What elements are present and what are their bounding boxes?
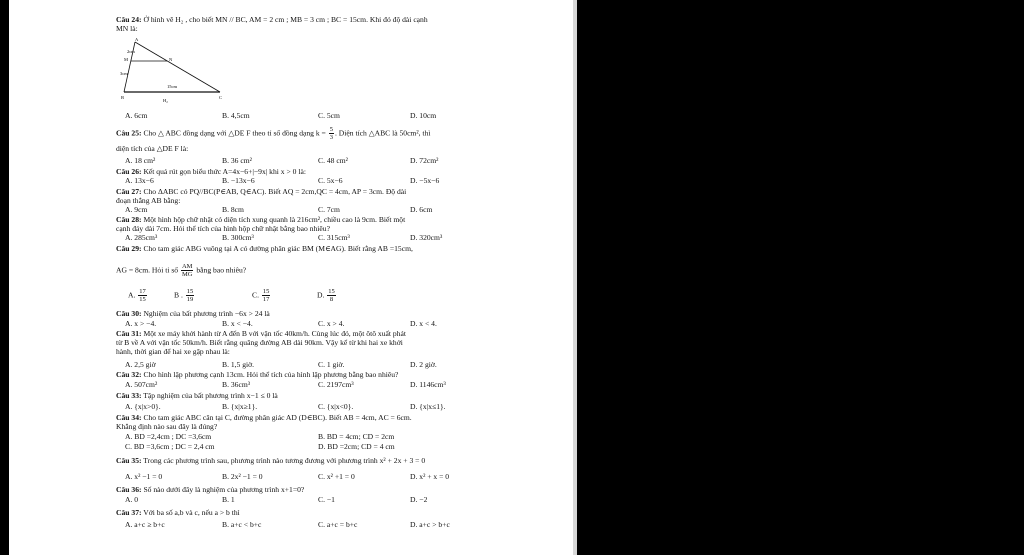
q31-option-d: D. 2 giờ. [410, 360, 437, 369]
q35-option-b: B. 2x² −1 = 0 [222, 472, 263, 481]
ratio-am-mg: $\frac{AM}{MG}$ [181, 263, 193, 278]
q25-option-a: A. 18 cm² [125, 156, 156, 165]
question-28-line2: cạnh đáy dài 7cm. Hỏi thể tích của hình hộp chữ nhật bằng bao nhiêu? [116, 224, 330, 233]
question-35: Câu 35: Trong các phương trình sau, phương trình nào tương đương với phương trình x² + 2x + 3 = 0 [116, 456, 426, 465]
q34-option-d: D. BD =2cm; CD = 4 cm [318, 442, 395, 451]
question-24-line2: MN là: [116, 24, 138, 33]
q24-option-d: D. 10cm [410, 111, 437, 120]
q36-option-c: C. −1 [318, 495, 335, 504]
q26-option-c: C. 5x−6 [318, 176, 343, 185]
q28-option-c: C. 315cm³ [318, 233, 350, 242]
q31-option-b: B. 1,5 giờ. [222, 360, 255, 369]
question-29: Câu 29: Cho tam giác ABG vuông tại A có đường phân giác BM (M∈AG). Biết rằng AB =15cm, [116, 244, 413, 253]
label-am: 2cm [127, 49, 135, 54]
q28-option-d: D. 320cm³ [410, 233, 443, 242]
q37-option-d: D. a+c > b+c [410, 520, 450, 529]
q36-option-d: D. −2 [410, 495, 428, 504]
q32-option-a: A. 507cm² [125, 380, 158, 389]
q29-option-d: D. $\frac{15}{8}$ [317, 288, 335, 303]
q31-option-c: C. 1 giờ. [318, 360, 345, 369]
question-36: Câu 36: Số nào dưới đây là nghiệm của phương trình x+1=0? [116, 485, 305, 494]
q32-option-c: C. 2197cm³ [318, 380, 354, 389]
question-33: Câu 33: Tập nghiệm của bất phương trình x−1 ≤ 0 là [116, 391, 278, 400]
label-b: B [121, 95, 125, 100]
label-n: N [169, 57, 173, 62]
label-a: A [135, 37, 139, 42]
question-27-line2: đoạn thẳng AB bằng: [116, 196, 181, 205]
q29-option-b: B . $\frac{15}{19}$ [174, 288, 194, 303]
q33-option-a: A. {x|x>0}. [125, 402, 161, 411]
q25-option-d: D. 72cm² [410, 156, 439, 165]
ratio-fraction: $\frac{5}{3}$ [329, 126, 333, 141]
question-37: Câu 37: Với ba số a,b và c, nếu a > b thì [116, 508, 240, 517]
q24-option-c: C. 5cm [318, 111, 340, 120]
question-31-line2: từ B về A với vận tốc 50km/h. Biết rằng quãng đường AB dài 90km. Vậy kể từ khi hai xe khởi [116, 338, 403, 347]
q26-option-b: B. −13x−6 [222, 176, 255, 185]
question-25-line2: diện tích của △DE F là: [116, 144, 189, 153]
q37-option-b: B. a+c < b+c [222, 520, 262, 529]
q24-option-a: A. 6cm [125, 111, 148, 120]
q37-option-c: C. a+c = b+c [318, 520, 358, 529]
q27-option-a: A. 9cm [125, 205, 148, 214]
question-28: Câu 28: Một hình hộp chữ nhật có diện tích xung quanh là 216cm², chiều cao là 9cm. Biết một [116, 215, 406, 224]
q32-option-b: B. 36cm³ [222, 380, 251, 389]
question-25: Câu 25: Cho △ ABC đồng dạng với △DE F theo tỉ số đồng dạng k = $\frac{5}{3}$ . Diện tích △ABC là 50cm², thì [116, 126, 431, 141]
q26-option-d: D. −5x−6 [410, 176, 440, 185]
q35-option-c: C. x² +1 = 0 [318, 472, 355, 481]
q35-option-d: D. x² + x = 0 [410, 472, 450, 481]
q34-option-b: B. BD = 4cm; CD = 2cm [318, 432, 395, 441]
q25-option-b: B. 36 cm² [222, 156, 252, 165]
q27-option-c: C. 7cm [318, 205, 340, 214]
triangle-figure [115, 36, 225, 106]
q33-option-c: C. {x|x<0}. [318, 402, 354, 411]
question-30: Câu 30: Nghiệm của bất phương trình −6x > 24 là [116, 309, 270, 318]
q36-option-b: B. 1 [222, 495, 235, 504]
q29-option-a: A. $\frac{17}{15}$ [128, 288, 146, 303]
question-27: Câu 27: Cho ΔABC có PQ//BC(P∈AB, Q∈AC). Biết AQ = 2cm,QC = 4cm, AP = 3cm. Độ dài [116, 187, 407, 196]
q30-option-a: A. x > −4. [125, 319, 157, 328]
q27-option-b: B. 8cm [222, 205, 244, 214]
question-34: Câu 34: Cho tam giác ABC cân tại C, đường phân giác AD (D∈BC). Biết AB = 4cm, AC = 6cm. [116, 413, 412, 422]
q26-option-a: A. 13x−6 [125, 176, 154, 185]
q30-option-c: C. x > 4. [318, 319, 345, 328]
question-24: Câu 24: Ở hình vẽ H₂ , cho biết MN // BC, AM = 2 cm ; MB = 3 cm ; BC = 15cm. Khi đó độ dài cạnh [116, 15, 428, 24]
q28-option-b: B. 300cm³ [222, 233, 254, 242]
q33-option-b: B. {x|x≥1}. [222, 402, 258, 411]
q36-option-a: A. 0 [125, 495, 139, 504]
label-mb: 3cm [120, 71, 128, 76]
q37-option-a: A. a+c ≥ b+c [125, 520, 165, 529]
q29-option-c: C. $\frac{15}{17}$ [252, 288, 270, 303]
left-dark-margin [0, 0, 9, 555]
question-32: Câu 32: Cho hình lập phương cạnh 13cm. Hỏi thể tích của hình lập phương bằng bao nhiêu? [116, 370, 399, 379]
q34-option-c: C. BD =3,6cm ; DC = 2,4 cm [125, 442, 215, 451]
q30-option-d: D. x < 4. [410, 319, 437, 328]
label-bc: 15cm [167, 84, 177, 89]
q28-option-a: A. 285cm³ [125, 233, 158, 242]
q33-option-d: D. {x|x≤1}. [410, 402, 446, 411]
question-26: Câu 26: Kết quả rút gọn biểu thức A=4x−6+|−9x| khi x > 0 là: [116, 167, 306, 176]
page-right-edge [573, 0, 577, 555]
label-m: M [124, 57, 129, 62]
q35-option-a: A. x² −1 = 0 [125, 472, 163, 481]
question-29-line2: AG = 8cm. Hỏi tỉ số $\frac{AM}{MG}$ bằng bao nhiêu? [116, 263, 247, 278]
question-31-line3: hành, thời gian để hai xe gặp nhau là: [116, 347, 230, 356]
question-31: Câu 31: Một xe máy khởi hành từ A đến B với vận tốc 40km/h. Cùng lúc đó, một ôtô xuất phát [116, 329, 406, 338]
q32-option-d: D. 1146cm³ [410, 380, 446, 389]
document-page [9, 0, 577, 555]
q30-option-b: B. x < −4. [222, 319, 253, 328]
q34-option-a: A. BD =2,4cm ; DC =3,6cm [125, 432, 212, 441]
q27-option-d: D. 6cm [410, 205, 433, 214]
q25-option-c: C. 48 cm² [318, 156, 348, 165]
q31-option-a: A. 2,5 giờ [125, 360, 156, 369]
question-34-line2: Khẳng định nào sau đây là đúng? [116, 422, 218, 431]
figure-caption: H₂ [163, 98, 168, 103]
label-c: C [219, 95, 223, 100]
q24-option-b: B. 4,5cm [222, 111, 250, 120]
